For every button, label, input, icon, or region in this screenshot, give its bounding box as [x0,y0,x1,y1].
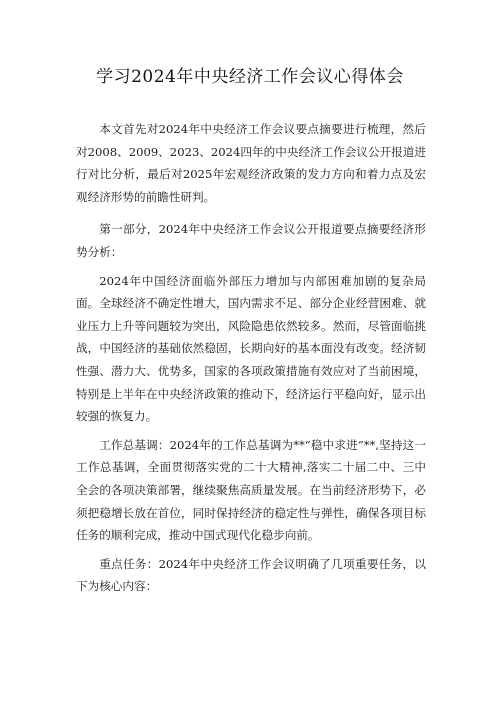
paragraph-intro: 本文首先对2024年中央经济工作会议要点摘要进行梳理，然后对2008、2009、2023、2024四年的中央经济工作会议公开报道进行对比分析，最后对2025年宏观经济政策的发力方向和着力点及宏观经济形势的前瞻性研判。 [76,122,426,204]
document-body [76,118,426,604]
paragraph-section-one-heading: 第一部分，2024年中央经济工作会议公开报道要点摘要经济形势分析： [76,222,426,259]
paragraph-economic-situation: 2024年中国经济面临外部压力增加与内部困难加剧的复杂局面。全球经济不确定性增大，国内需求不足、部分企业经营困难、就业压力上升等问题较为突出，风险隐患依然较多。然而，尽管面临挑战，中国经济的基础依然稳固，长期向好的基本面没有改变。经济韧性强、潜力大、优势多，国家的各项政策措施有效应对了当前困境，特别是上半年在中央经济政策的推动下，经济运行平稳向好，显示出较强的恢复力。 [76,273,426,424]
paragraph-key-tasks: 重点任务：2024年中央经济工作会议明确了几项重要任务，以下为核心内容： [76,556,426,594]
paragraph-work-keynote: 工作总基调：2024年的工作总基调为**“稳中求进”**,坚持这一工作总基调，全面贯彻落实党的二十大精神,落实二十届二中、三中全会的各项决策部署，继续聚焦高质量发展。在当前经济形势下，必须把稳增长放在首位，同时保持经济的稳定性与弹性，确保各项目标任务的顺利完成，推动中国式现代化稳步向前。 [76,437,426,543]
document-title: 学习2024年中央经济工作会议心得体会 [96,67,404,87]
